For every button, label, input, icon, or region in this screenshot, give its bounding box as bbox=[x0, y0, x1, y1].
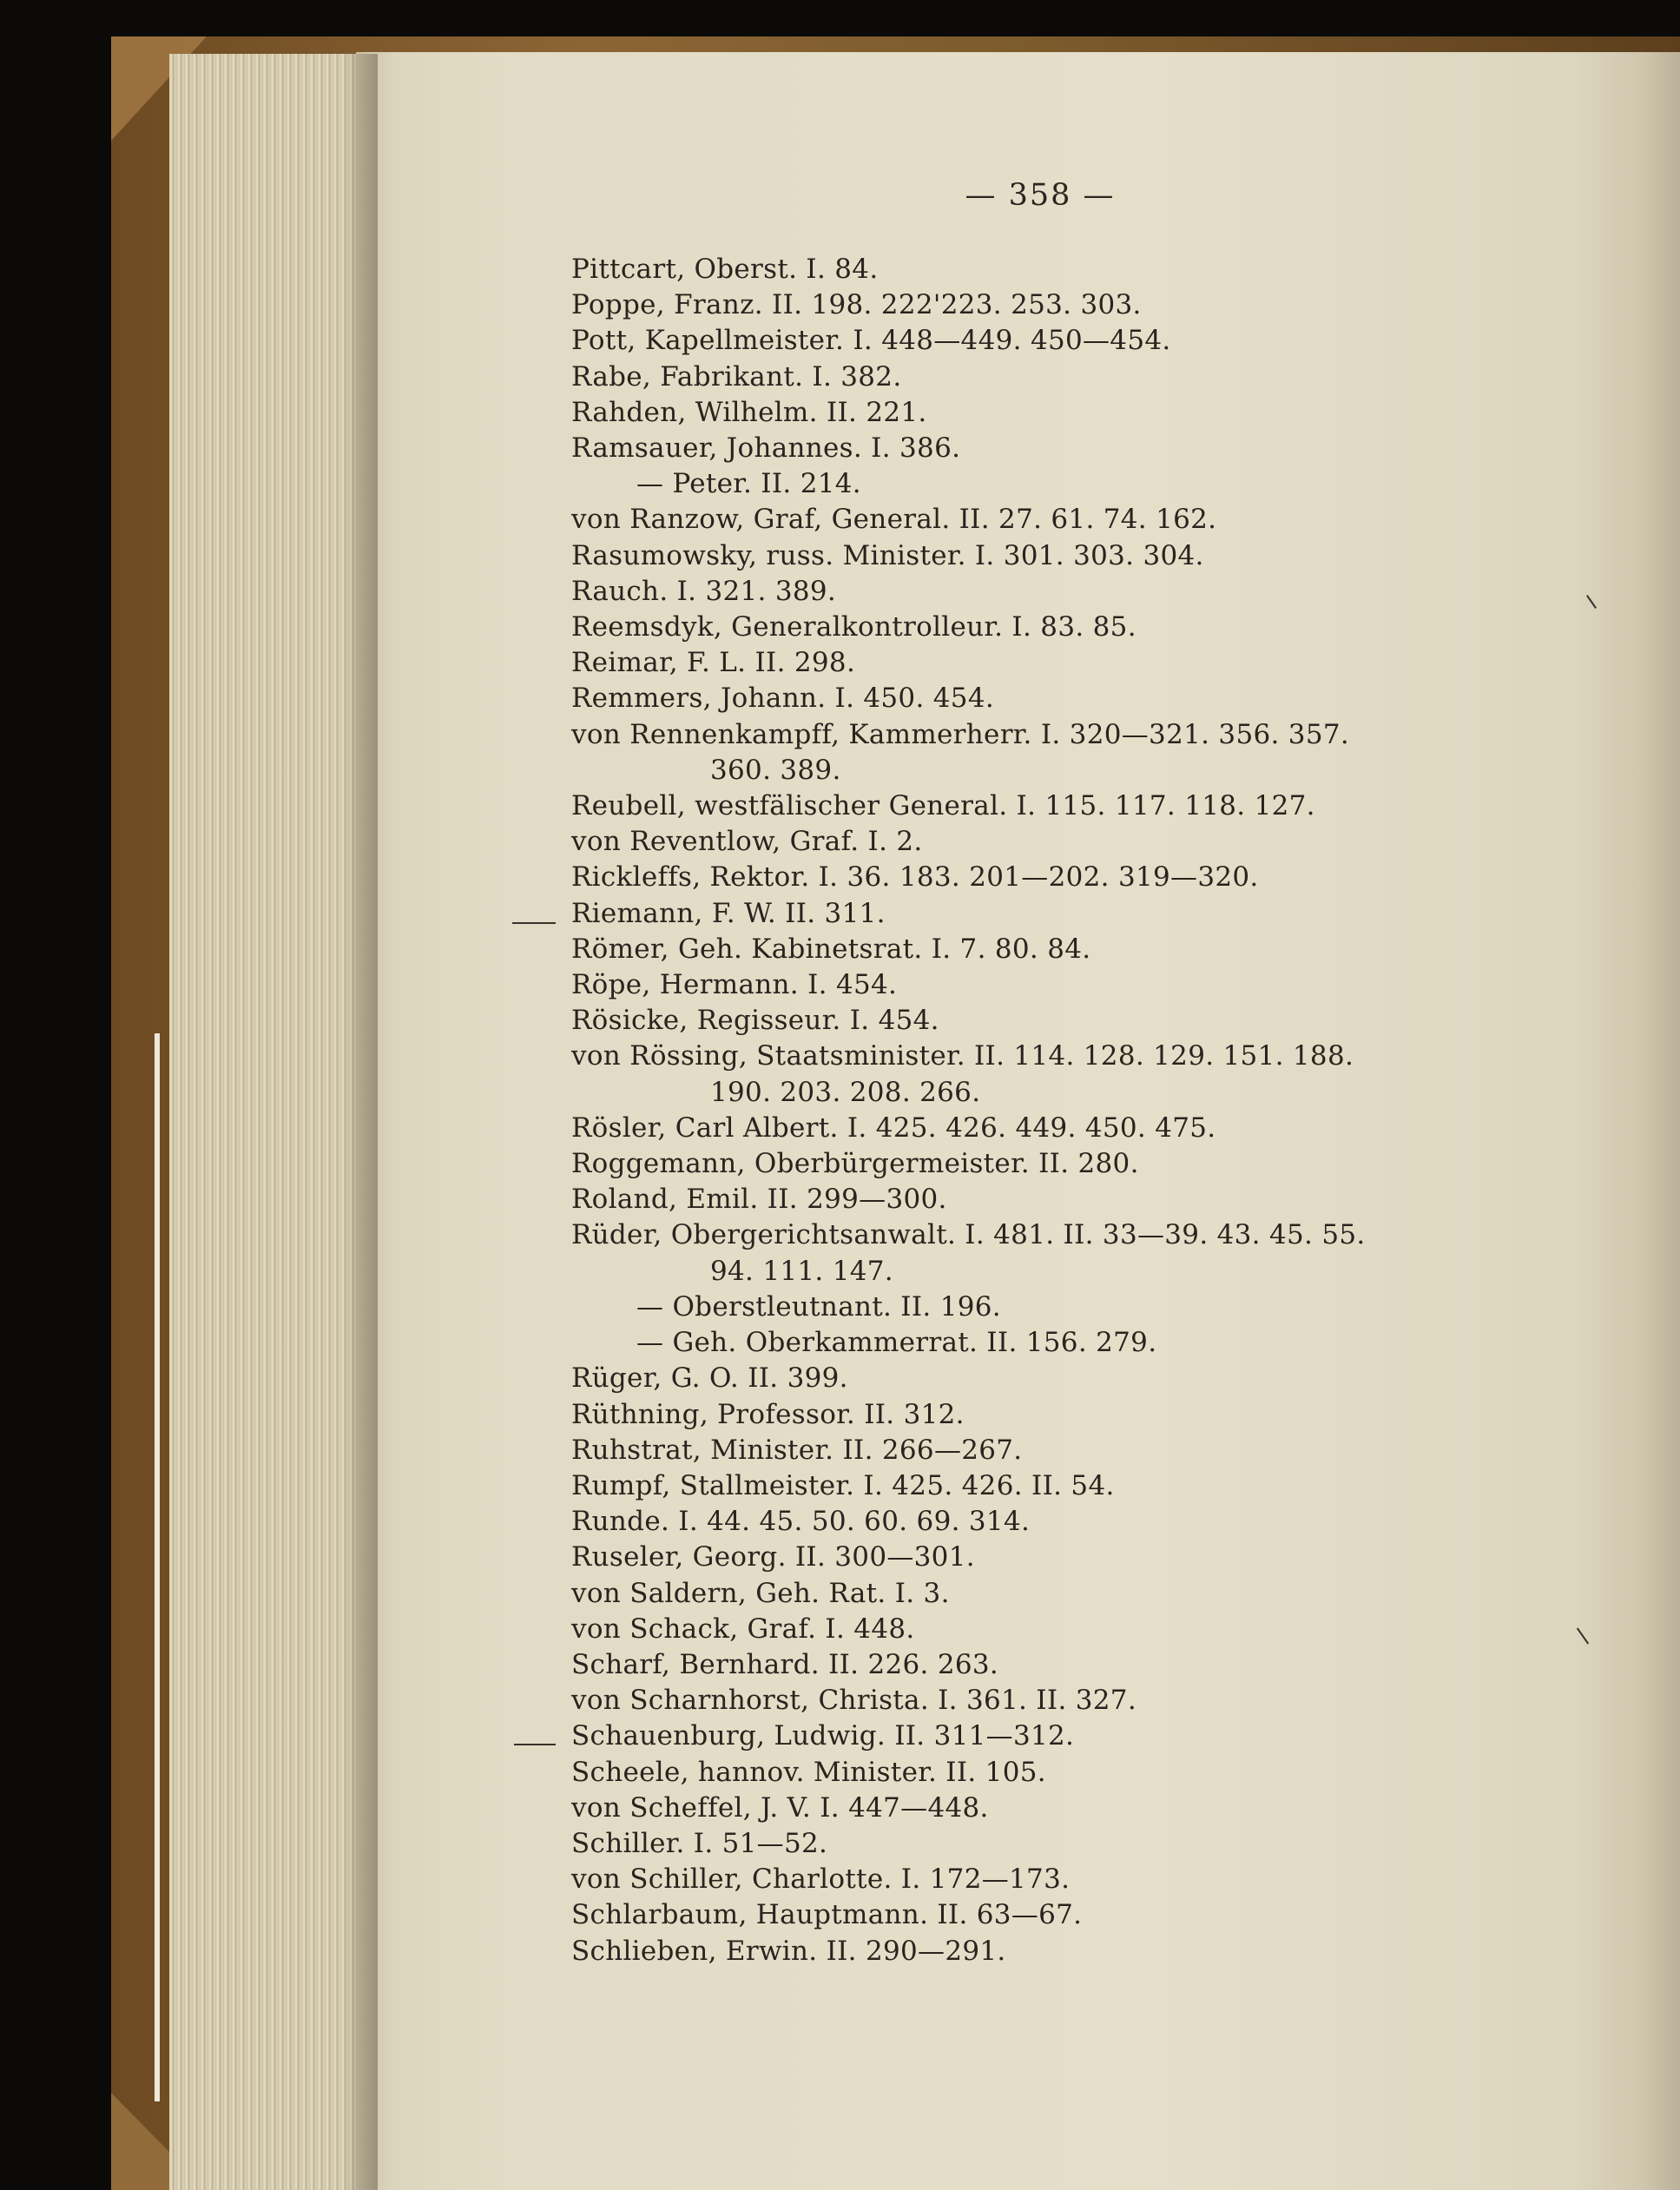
index-entry: Ruhstrat, Minister. II. 266—267. bbox=[571, 1434, 1023, 1466]
index-entry: Rösler, Carl Albert. I. 425. 426. 449. 450. 475. bbox=[571, 1111, 1216, 1144]
index-entry: Rüthning, Professor. II. 312. bbox=[571, 1398, 965, 1430]
index-continuation: 190. 203. 208. 266. bbox=[710, 1076, 981, 1108]
index-entry: Scharf, Bernhard. II. 226. 263. bbox=[571, 1648, 999, 1680]
index-entry: Rüger, G. O. II. 399. bbox=[571, 1362, 848, 1395]
index-entry: Rahden, Wilhelm. II. 221. bbox=[571, 396, 927, 428]
index-continuation: 360. 389. bbox=[710, 754, 841, 786]
index-entry: Rösicke, Regisseur. I. 454. bbox=[571, 1005, 939, 1037]
bookmark-strip bbox=[155, 1033, 160, 2101]
index-subentry: — Oberstleutnant. II. 196. bbox=[636, 1290, 1001, 1323]
index-entry: von Scheffel, J. V. I. 447—448. bbox=[571, 1791, 989, 1824]
index-entry: Runde. I. 44. 45. 50. 60. 69. 314. bbox=[571, 1506, 1031, 1538]
page-edges bbox=[169, 54, 369, 2190]
index-entry: Schlarbaum, Hauptmann. II. 63—67. bbox=[571, 1899, 1083, 1931]
index-entry: Schlieben, Erwin. II. 290—291. bbox=[571, 1935, 1006, 1967]
page-number: — 358 — bbox=[965, 178, 1116, 213]
index-subentry: — Peter. II. 214. bbox=[636, 468, 861, 500]
index-subentry: — Geh. Oberkammerrat. II. 156. 279. bbox=[636, 1327, 1157, 1359]
index-entry: von Schack, Graf. I. 448. bbox=[571, 1613, 915, 1645]
name-index bbox=[571, 252, 1631, 1969]
index-entry: Rabe, Fabrikant. I. 382. bbox=[571, 360, 902, 392]
index-entry: Rüder, Obergerichtsanwalt. I. 481. II. 33—39. 43. 45. 55. bbox=[571, 1219, 1366, 1251]
index-entry: von Saldern, Geh. Rat. I. 3. bbox=[571, 1577, 950, 1609]
index-entry: Rasumowsky, russ. Minister. I. 301. 303. 304. bbox=[571, 539, 1204, 571]
index-entry: Reemsdyk, Generalkontrolleur. I. 83. 85. bbox=[571, 611, 1136, 643]
index-entry: Reubell, westfälischer General. I. 115. 117. 118. 127. bbox=[571, 790, 1315, 822]
pencil-mark-schauenburg bbox=[514, 1744, 556, 1745]
index-entry: Roggemann, Oberbürgermeister. II. 280. bbox=[571, 1148, 1139, 1180]
index-entry: Scheele, hannov. Minister. II. 105. bbox=[571, 1756, 1046, 1788]
index-entry: Schauenburg, Ludwig. II. 311—312. bbox=[571, 1720, 1075, 1752]
gutter-shadow bbox=[343, 54, 378, 2190]
index-entry: Roland, Emil. II. 299—300. bbox=[571, 1184, 947, 1216]
pencil-mark-riemann bbox=[512, 922, 556, 924]
index-entry: Röpe, Hermann. I. 454. bbox=[571, 969, 898, 1001]
index-entry: von Reventlow, Graf. I. 2. bbox=[571, 826, 923, 858]
index-entry: Rauch. I. 321. 389. bbox=[571, 575, 837, 607]
facing-page-edge bbox=[1645, 52, 1680, 2190]
index-entry: Schiller. I. 51—52. bbox=[571, 1827, 828, 1859]
index-entry: Pott, Kapellmeister. I. 448—449. 450—454. bbox=[571, 325, 1171, 357]
index-entry: Pittcart, Oberst. I. 84. bbox=[571, 254, 879, 285]
index-entry: Reimar, F. L. II. 298. bbox=[571, 647, 856, 679]
index-entry: Ramsauer, Johannes. I. 386. bbox=[571, 432, 961, 465]
index-entry: Poppe, Franz. II. 198. 222'223. 253. 303. bbox=[571, 289, 1142, 321]
index-entry: von Rössing, Staatsminister. II. 114. 128. 129. 151. 188. bbox=[571, 1040, 1354, 1072]
index-entry: Remmers, Johann. I. 450. 454. bbox=[571, 683, 994, 715]
index-entry: Rumpf, Stallmeister. I. 425. 426. II. 54. bbox=[571, 1469, 1115, 1501]
index-entry: Römer, Geh. Kabinetsrat. I. 7. 80. 84. bbox=[571, 933, 1091, 965]
index-entry: Rickleffs, Rektor. I. 36. 183. 201—202. 319—320. bbox=[571, 861, 1259, 894]
index-continuation: 94. 111. 147. bbox=[710, 1255, 893, 1287]
index-entry: von Scharnhorst, Christa. I. 361. II. 327. bbox=[571, 1685, 1136, 1717]
index-entry: von Schiller, Charlotte. I. 172—173. bbox=[571, 1863, 1071, 1896]
index-entry: Ruseler, Georg. II. 300—301. bbox=[571, 1541, 975, 1573]
index-entry: von Rennenkampff, Kammerherr. I. 320—321. 356. 357. bbox=[571, 718, 1350, 750]
index-entry: Riemann, F. W. II. 311. bbox=[571, 897, 886, 929]
index-entry: von Ranzow, Graf, General. II. 27. 61. 74. 162. bbox=[571, 504, 1217, 536]
